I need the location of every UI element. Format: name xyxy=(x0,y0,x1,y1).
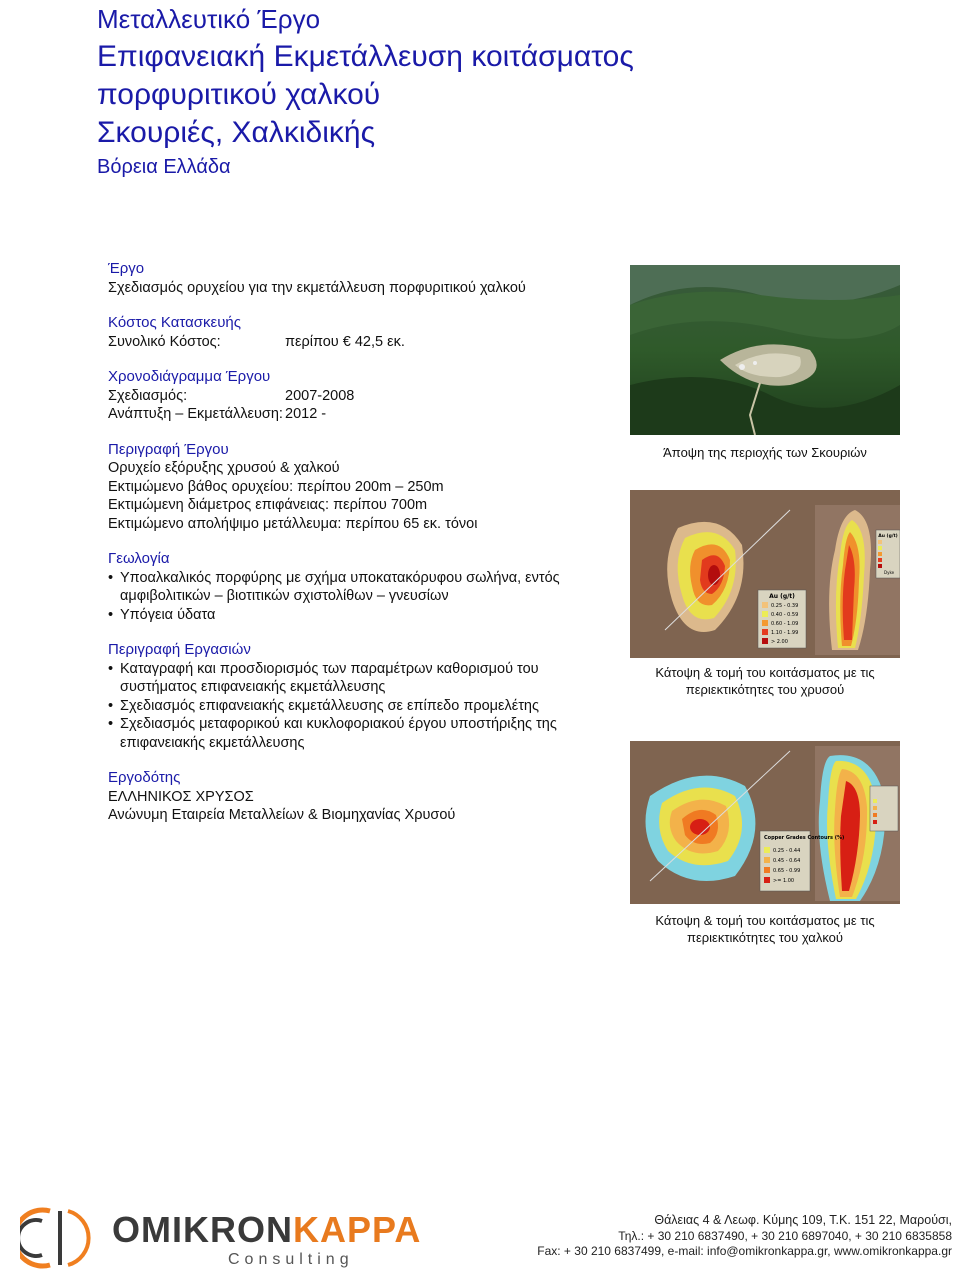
works-bullet: • Σχεδιασμός μεταφορικού και κυκλοφοριακού έργου υποστήριξης της επιφανειακής εκμετάλλευσης xyxy=(108,715,608,752)
schedule-row xyxy=(108,405,608,424)
description-heading: Περιγραφή Έργου xyxy=(108,440,229,458)
copper-caption: Κάτοψη & τομή του κοιτάσματος με τις περιεκτικότητες του χαλκού xyxy=(655,913,875,945)
company-address: Θάλειας 4 & Λεωφ. Κύμης 109, Τ.Κ. 151 22, Μαρούσι, xyxy=(654,1213,952,1227)
company-fax-email: Fax: + 30 210 6837499, e-mail: info@omikronkappa.gr, www.omikronkappa.gr xyxy=(537,1244,952,1258)
gold-legend-swatch xyxy=(762,629,768,635)
cost-section xyxy=(108,314,608,351)
geology-bullet: • Υποαλκαλικός πορφύρης με σχήμα υποκατακόρυφου σωλήνα, εντός αμφιβολιτικών – βιοτιτικών σχιστολίθων – γνευσίων xyxy=(108,569,608,606)
works-heading: Περιγραφή Εργασιών xyxy=(108,641,251,658)
client-section xyxy=(108,769,608,825)
logo-text-omikron: OMIKRON xyxy=(112,1209,293,1250)
description-section xyxy=(108,441,608,534)
gold-legend-swatch xyxy=(762,620,768,626)
schedule-row xyxy=(108,387,608,406)
company-phones: Τηλ.: + 30 210 6837490, + 30 210 6897040, + 30 210 6835858 xyxy=(618,1228,952,1243)
gold-legend xyxy=(758,590,806,648)
project-heading: Έργο xyxy=(108,260,145,277)
gold-legend-swatch xyxy=(762,638,768,644)
gold-legend-label: 1.10 - 1.99 xyxy=(771,630,799,636)
gold-legend-label: > 2.00 xyxy=(771,639,788,645)
geology-bullet: • Υπόγεια ύδατα xyxy=(108,606,608,625)
cost-heading: Κόστος Κατασκευής xyxy=(108,314,241,331)
gold-caption: Κάτοψη & τομή του κοιτάσματος με τις περιεκτικότητες του χρυσού xyxy=(655,665,875,697)
gold-legend-label: 0.40 - 0.59 xyxy=(771,612,799,618)
page-title-line-2: πορφυριτικού χαλκού xyxy=(97,78,381,111)
client-heading: Εργοδότης xyxy=(108,769,181,786)
aerial-photo xyxy=(630,265,900,435)
gold-legend-dyke: Dyke xyxy=(884,570,895,575)
schedule-label: Σχεδιασμός: xyxy=(108,387,188,404)
cost-value: περίπου € 42,5 εκ. xyxy=(285,333,405,350)
schedule-section xyxy=(108,368,608,424)
gold-legend-label: 0.60 - 1.09 xyxy=(771,621,799,627)
cost-row xyxy=(108,333,608,352)
schedule-label: Ανάπτυξη – Εκμετάλλευση: xyxy=(108,406,283,422)
geology-section xyxy=(108,550,608,624)
aerial-caption: Άποψη της περιοχής των Σκουριών xyxy=(663,445,867,460)
copper-grade-map xyxy=(630,741,900,904)
gold-legend-small-title: Au (g/t) xyxy=(878,534,898,539)
project-category: Μεταλλευτικό Έργο xyxy=(97,4,321,34)
works-bullet: • Σχεδιασμός επιφανειακής εκμετάλλευσης σε επίπεδο προμελέτης xyxy=(108,697,608,716)
project-text: Σχεδιασμός ορυχείου για την εκμετάλλευση πορφυριτικού χαλκού xyxy=(108,279,526,296)
gold-legend-label: 0.25 - 0.39 xyxy=(771,603,799,609)
company-footer xyxy=(0,1195,960,1275)
schedule-value: 2012 - xyxy=(285,406,327,422)
company-contact xyxy=(537,1213,952,1260)
page-title-line-3: Σκουριές, Χαλκιδικής xyxy=(97,116,376,149)
project-section xyxy=(108,260,608,297)
company-logo-text xyxy=(112,1209,421,1251)
gold-legend-swatch xyxy=(762,611,768,617)
geology-heading: Γεωλογία xyxy=(108,550,170,567)
copper-legend-swatch xyxy=(764,847,770,853)
client-full-name: Ανώνυμη Εταιρεία Μεταλλείων & Βιομηχανίας Χρυσού xyxy=(108,807,456,823)
page-header xyxy=(97,0,634,182)
copper-legend-label: 0.25 - 0.44 xyxy=(773,848,801,854)
logo-subtitle: Consulting xyxy=(228,1251,354,1268)
gold-grade-map xyxy=(630,490,900,658)
omikronkappa-logo-icon xyxy=(20,1207,100,1274)
schedule-heading: Χρονοδιάγραμμα Έργου xyxy=(108,368,271,385)
copper-legend-small xyxy=(870,786,898,831)
project-details xyxy=(108,260,608,842)
description-line: Εκτιμώμενη διάμετρος επιφάνειας: περίπου 700m xyxy=(108,497,428,513)
description-line: Εκτιμώμενο βάθος ορυχείου: περίπου 200m – 250m xyxy=(108,478,444,495)
copper-legend-label: 0.45 - 0.64 xyxy=(773,858,801,864)
copper-legend-label: >= 1.00 xyxy=(773,878,795,884)
copper-legend-swatch xyxy=(764,877,770,883)
gold-legend-swatch xyxy=(762,602,768,608)
client-name: ΕΛΛΗΝΙΚΟΣ ΧΡΥΣΟΣ xyxy=(108,788,254,805)
copper-legend-swatch xyxy=(764,867,770,873)
copper-legend-title: Copper Grades Contours (%) xyxy=(764,835,845,841)
page-title-line-1: Επιφανειακή Εκμετάλλευση κοιτάσματος xyxy=(97,40,634,73)
logo-text-kappa: KAPPA xyxy=(293,1209,422,1250)
cost-label: Συνολικό Κόστος: xyxy=(108,333,221,350)
description-line: Ορυχείο εξόρυξης χρυσού & χαλκού xyxy=(108,460,340,476)
copper-legend-swatch xyxy=(764,857,770,863)
works-section xyxy=(108,641,608,752)
schedule-value: 2007-2008 xyxy=(285,387,355,404)
copper-legend-label: 0.65 - 0.99 xyxy=(773,868,801,874)
description-line: Εκτιμώμενο απολήψιμο μετάλλευμα: περίπου 65 εκ. τόνοι xyxy=(108,515,478,532)
gold-legend-title: Au (g/t) xyxy=(769,593,795,600)
gold-legend-small xyxy=(876,530,900,578)
works-bullet: • Καταγραφή και προσδιορισμός των παραμέτρων καθορισμού του συστήματος επιφανειακής εκμετάλλευσης xyxy=(108,660,608,697)
region-label: Βόρεια Ελλάδα xyxy=(97,156,231,178)
